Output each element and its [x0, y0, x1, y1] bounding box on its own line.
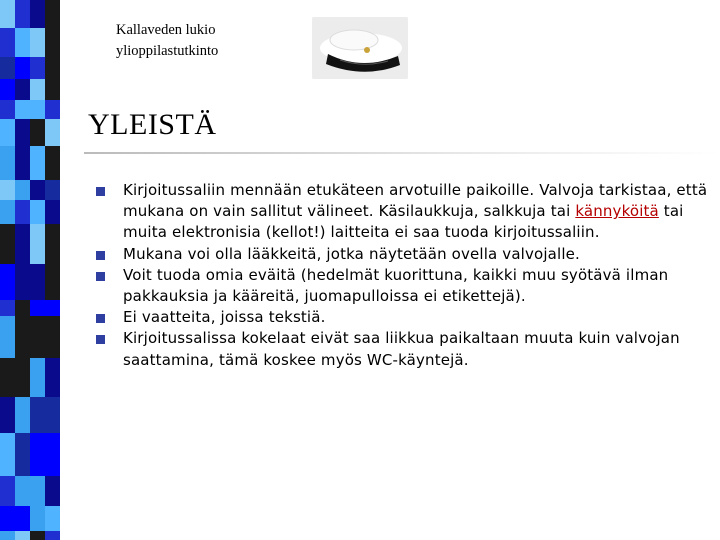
- stripe-block: [45, 57, 60, 79]
- stripe-row: [0, 28, 60, 57]
- stripe-block: [30, 433, 45, 476]
- stripe-block: [30, 224, 45, 264]
- stripe-block: [45, 28, 60, 57]
- stripe-block: [15, 0, 30, 28]
- stripe-block: [45, 200, 60, 224]
- stripe-row: [0, 180, 60, 200]
- stripe-block: [45, 264, 60, 300]
- stripe-block: [45, 316, 60, 358]
- stripe-block: [45, 397, 60, 433]
- square-bullet-icon: [96, 251, 105, 260]
- stripe-row: [0, 433, 60, 476]
- stripe-block: [0, 397, 15, 433]
- bullet-text: Ei vaatteita, joissa tekstiä.: [123, 308, 326, 327]
- stripe-block: [0, 28, 15, 57]
- stripe-block: [0, 316, 15, 358]
- stripe-block: [15, 476, 30, 506]
- stripe-row: [0, 79, 60, 100]
- stripe-row: [0, 476, 60, 506]
- school-header: [116, 20, 218, 62]
- stripe-block: [45, 100, 60, 119]
- bullet-text-highlight: kännyköitä: [575, 202, 659, 221]
- decorative-stripe: [0, 0, 60, 540]
- stripe-row: [0, 300, 60, 316]
- stripe-block: [15, 316, 30, 358]
- stripe-block: [0, 358, 15, 397]
- stripe-block: [15, 200, 30, 224]
- stripe-block: [0, 100, 15, 119]
- square-bullet-icon: [96, 187, 105, 196]
- stripe-block: [30, 79, 45, 100]
- stripe-block: [45, 119, 60, 146]
- stripe-block: [30, 200, 45, 224]
- stripe-block: [15, 531, 30, 540]
- square-bullet-icon: [96, 272, 105, 281]
- stripe-block: [15, 28, 30, 57]
- stripe-block: [15, 180, 30, 200]
- stripe-block: [15, 146, 30, 180]
- stripe-block: [30, 28, 45, 57]
- stripe-block: [45, 79, 60, 100]
- stripe-block: [45, 476, 60, 506]
- stripe-block: [30, 397, 45, 433]
- stripe-block: [15, 57, 30, 79]
- stripe-block: [45, 146, 60, 180]
- stripe-block: [0, 264, 15, 300]
- stripe-row: [0, 506, 60, 531]
- bullet-list: [96, 180, 716, 371]
- bullet-text: Mukana voi olla lääkkeitä, jotka näytetään ovella valvojalle.: [123, 244, 580, 263]
- stripe-block: [45, 180, 60, 200]
- stripe-block: [45, 506, 60, 531]
- stripe-block: [15, 358, 30, 397]
- stripe-block: [15, 397, 30, 433]
- stripe-block: [0, 433, 15, 476]
- stripe-block: [45, 358, 60, 397]
- stripe-row: [0, 224, 60, 264]
- stripe-block: [30, 300, 45, 316]
- stripe-block: [0, 180, 15, 200]
- list-item: [96, 307, 716, 328]
- page-title: YLEISTÄ: [88, 108, 217, 141]
- school-name: Kallaveden lukio: [116, 22, 216, 38]
- stripe-block: [0, 57, 15, 79]
- stripe-block: [30, 316, 45, 358]
- stripe-row: [0, 100, 60, 119]
- stripe-row: [0, 200, 60, 224]
- stripe-block: [45, 224, 60, 264]
- stripe-block: [0, 119, 15, 146]
- stripe-row: [0, 397, 60, 433]
- stripe-block: [45, 433, 60, 476]
- bullet-text: Kirjoitussalissa kokelaat eivät saa liikkua paikaltaan muuta kuin valvojan saattamina, tämä koskee myös WC-käyntejä.: [123, 329, 680, 369]
- stripe-block: [15, 119, 30, 146]
- bullet-text-part: Kirjoitussaliin mennään etukäteen arvotuille paikoille. Valvoja tarkistaa, että mukana on vain sallitut välineet. Käsilaukkuja, salkkuja tai: [123, 181, 708, 221]
- stripe-block: [30, 180, 45, 200]
- stripe-block: [0, 79, 15, 100]
- list-item: [96, 265, 716, 307]
- title-divider: [84, 152, 720, 154]
- stripe-row: [0, 146, 60, 180]
- stripe-block: [0, 506, 15, 531]
- exam-name: ylioppilastutkinto: [116, 43, 219, 59]
- stripe-row: [0, 0, 60, 28]
- stripe-block: [0, 146, 15, 180]
- stripe-block: [30, 146, 45, 180]
- stripe-block: [45, 300, 60, 316]
- stripe-row: [0, 264, 60, 300]
- stripe-row: [0, 119, 60, 146]
- stripe-block: [15, 224, 30, 264]
- stripe-block: [30, 57, 45, 79]
- stripe-block: [0, 224, 15, 264]
- square-bullet-icon: [96, 314, 105, 323]
- stripe-block: [0, 531, 15, 540]
- stripe-block: [30, 0, 45, 28]
- stripe-row: [0, 531, 60, 540]
- stripe-block: [15, 433, 30, 476]
- stripe-block: [45, 0, 60, 28]
- square-bullet-icon: [96, 335, 105, 344]
- stripe-block: [30, 476, 45, 506]
- list-item: [96, 180, 716, 244]
- stripe-block: [0, 200, 15, 224]
- list-item: [96, 244, 716, 265]
- stripe-block: [15, 100, 30, 119]
- stripe-block: [45, 531, 60, 540]
- stripe-row: [0, 358, 60, 397]
- stripe-block: [30, 506, 45, 531]
- stripe-block: [30, 100, 45, 119]
- stripe-block: [15, 506, 30, 531]
- stripe-block: [15, 300, 30, 316]
- stripe-block: [0, 300, 15, 316]
- stripe-block: [30, 531, 45, 540]
- stripe-block: [0, 476, 15, 506]
- stripe-block: [0, 0, 15, 28]
- bullet-text: Voit tuoda omia eväitä (hedelmät kuorittuna, kaikki muu syötävä ilman pakkauksia ja kääreitä, juomapulloissa ei etikettejä).: [123, 265, 669, 306]
- stripe-block: [30, 264, 45, 300]
- stripe-block: [15, 264, 30, 300]
- stripe-block: [30, 119, 45, 146]
- stripe-row: [0, 316, 60, 358]
- stripe-block: [15, 79, 30, 100]
- bullet-text-part: tai muita elektronisia (kellot!) laitteita ei saa tuoda kirjoitussaliin.: [123, 202, 684, 242]
- stripe-row: [0, 57, 60, 79]
- student-cap-icon: [312, 17, 408, 79]
- list-item: [96, 328, 716, 370]
- stripe-block: [30, 358, 45, 397]
